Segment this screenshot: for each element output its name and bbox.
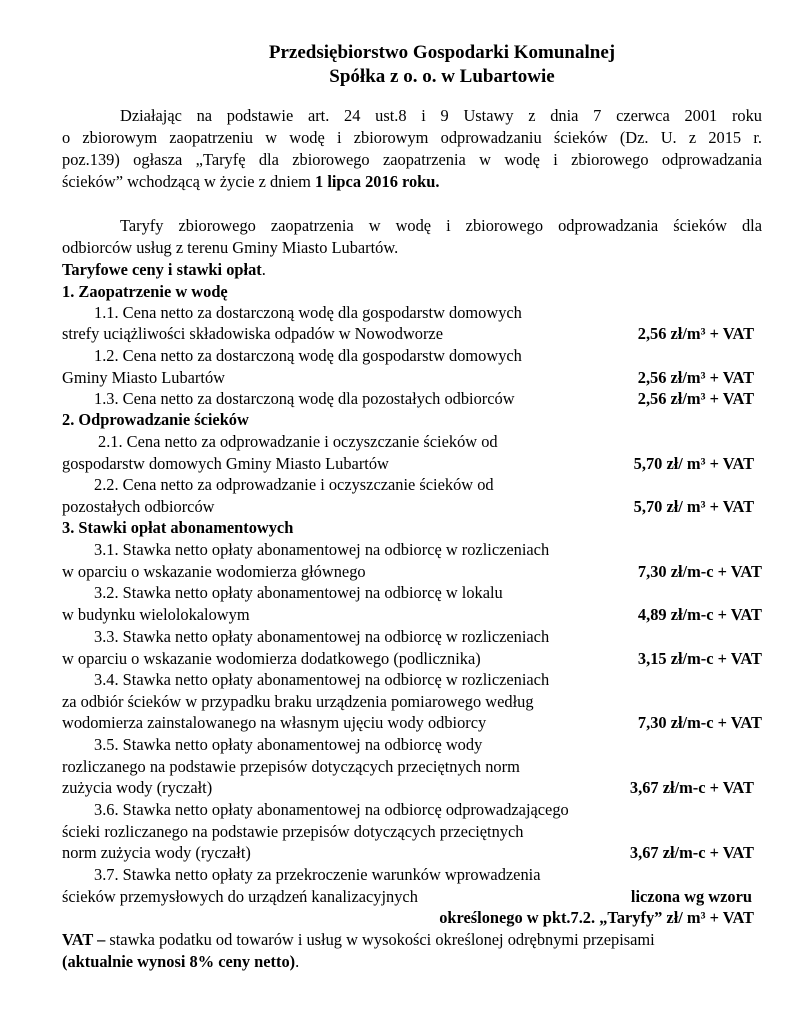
section-2-heading: 2. Odprowadzanie ścieków <box>62 410 249 429</box>
intro-line-2: o zbiorowym zaopatrzeniu w wodę i zbiorowym odprowadzaniu ścieków (Dz. U. z 2015 r. <box>62 128 762 147</box>
intro-line-4 <box>62 172 440 192</box>
section-1-heading: 1. Zaopatrzenie w wodę <box>62 282 228 301</box>
item-3-7-price-reference: określonego w pkt.7.2. „Taryfy” zł/ m³ + VAT <box>439 908 754 927</box>
vat-rate-note: (aktualnie wynosi 8% ceny netto) <box>62 952 296 971</box>
item-3-4-price: 7,30 zł/m-c + VAT <box>637 713 762 732</box>
item-3-6-line-1: 3.6. Stawka netto opłaty abonamentowej na odbiorcę odprowadzającego <box>94 800 569 819</box>
vat-note-line-2 <box>62 952 299 972</box>
vat-note-line-1 <box>62 930 655 950</box>
item-1-1-line-2: strefy uciążliwości składowiska odpadów w Nowodworze <box>62 324 443 343</box>
item-3-7-line-2: ścieków przemysłowych do urządzeń kanalizacyjnych <box>62 887 418 906</box>
section-3-heading: 3. Stawki opłat abonamentowych <box>62 518 294 537</box>
tariff-heading <box>62 260 266 280</box>
item-3-1-line-2: w oparciu o wskazanie wodomierza głównego <box>62 562 366 581</box>
item-3-2-price: 4,89 zł/m-c + VAT <box>637 605 762 624</box>
item-3-4-line-2: za odbiór ścieków w przypadku braku urządzenia pomiarowego według <box>62 692 534 711</box>
item-2-2-line-2: pozostałych odbiorców <box>62 497 215 516</box>
tariff-heading-text: Taryfowe ceny i stawki opłat <box>62 260 262 279</box>
item-1-2-line-1: 1.2. Cena netto za dostarczoną wodę dla gospodarstw domowych <box>94 346 522 365</box>
item-3-3-price: 3,15 zł/m-c + VAT <box>637 649 762 668</box>
vat-description: stawka podatku od towarów i usług w wysokości określonej odrębnymi przepisami <box>105 930 655 949</box>
item-3-2-line-2: w budynku wielolokalowym <box>62 605 250 624</box>
intro-line-1: Działając na podstawie art. 24 ust.8 i 9 Ustawy z dnia 7 czerwca 2001 roku <box>120 106 762 125</box>
item-2-1-price: 5,70 zł/ m³ + VAT <box>633 454 754 473</box>
company-legal-form: Spółka z o. o. w Lubartowie <box>329 66 555 87</box>
item-1-3-price: 2,56 zł/m³ + VAT <box>637 389 754 408</box>
item-1-3-line-1: 1.3. Cena netto za dostarczoną wodę dla pozostałych odbiorców <box>94 389 515 408</box>
item-2-1-line-2: gospodarstw domowych Gminy Miasto Lubartów <box>62 454 389 473</box>
vat-label: VAT – <box>62 930 106 949</box>
intro-line-3: poz.139) ogłasza „Taryfę dla zbiorowego zaopatrzenia w wodę i zbiorowego odprowadzania <box>62 150 762 169</box>
item-3-4-line-1: 3.4. Stawka netto opłaty abonamentowej na odbiorcę w rozliczeniach <box>94 670 550 689</box>
item-3-1-price: 7,30 zł/m-c + VAT <box>637 562 762 581</box>
scope-line-1: Taryfy zbiorowego zaopatrzenia w wodę i zbiorowego odprowadzania ścieków dla <box>120 216 762 235</box>
scope-line-2: odbiorców usług z terenu Gminy Miasto Lubartów. <box>62 238 399 257</box>
item-2-2-line-1: 2.2. Cena netto za odprowadzanie i oczyszczanie ścieków od <box>94 475 494 494</box>
vat-rate-note-dot: . <box>295 952 300 971</box>
item-3-2-line-1: 3.2. Stawka netto opłaty abonamentowej na odbiorcę w lokalu <box>94 583 503 602</box>
item-3-3-line-1: 3.3. Stawka netto opłaty abonamentowej na odbiorcę w rozliczeniach <box>94 627 550 646</box>
effective-date: 1 lipca 2016 roku. <box>315 172 440 191</box>
item-3-7-price-formula: liczona wg wzoru <box>630 887 752 906</box>
item-3-6-line-3: norm zużycia wody (ryczałt) <box>62 843 251 862</box>
intro-line-4-text: ścieków” wchodzącą w życie z dniem <box>62 172 316 191</box>
item-3-6-line-2: ścieki rozliczanego na podstawie przepisów dotyczących przeciętnych <box>62 822 524 841</box>
item-3-5-line-3: zużycia wody (ryczałt) <box>62 778 213 797</box>
tariff-heading-dot: . <box>261 260 266 279</box>
item-1-2-price: 2,56 zł/m³ + VAT <box>637 368 754 387</box>
item-3-1-line-1: 3.1. Stawka netto opłaty abonamentowej na odbiorcę w rozliczeniach <box>94 540 550 559</box>
item-1-2-line-2: Gminy Miasto Lubartów <box>62 368 225 387</box>
item-3-7-line-1: 3.7. Stawka netto opłaty za przekroczenie warunków wprowadzenia <box>94 865 541 884</box>
item-3-3-line-2: w oparciu o wskazanie wodomierza dodatkowego (podlicznika) <box>62 649 481 668</box>
item-3-5-price: 3,67 zł/m-c + VAT <box>629 778 754 797</box>
item-1-1-line-1: 1.1. Cena netto za dostarczoną wodę dla gospodarstw domowych <box>94 303 522 322</box>
item-2-2-price: 5,70 zł/ m³ + VAT <box>633 497 754 516</box>
item-3-6-price: 3,67 zł/m-c + VAT <box>629 843 754 862</box>
item-3-5-line-2: rozliczanego na podstawie przepisów dotyczących przeciętnych norm <box>62 757 520 776</box>
item-3-5-line-1: 3.5. Stawka netto opłaty abonamentowej na odbiorcę wody <box>94 735 483 754</box>
item-2-1-line-1: 2.1. Cena netto za odprowadzanie i oczyszczanie ścieków od <box>98 432 498 451</box>
company-name: Przedsiębiorstwo Gospodarki Komunalnej <box>268 42 616 63</box>
item-1-1-price: 2,56 zł/m³ + VAT <box>637 324 754 343</box>
item-3-4-line-3: wodomierza zainstalowanego na własnym ujęciu wody odbiorcy <box>62 713 487 732</box>
